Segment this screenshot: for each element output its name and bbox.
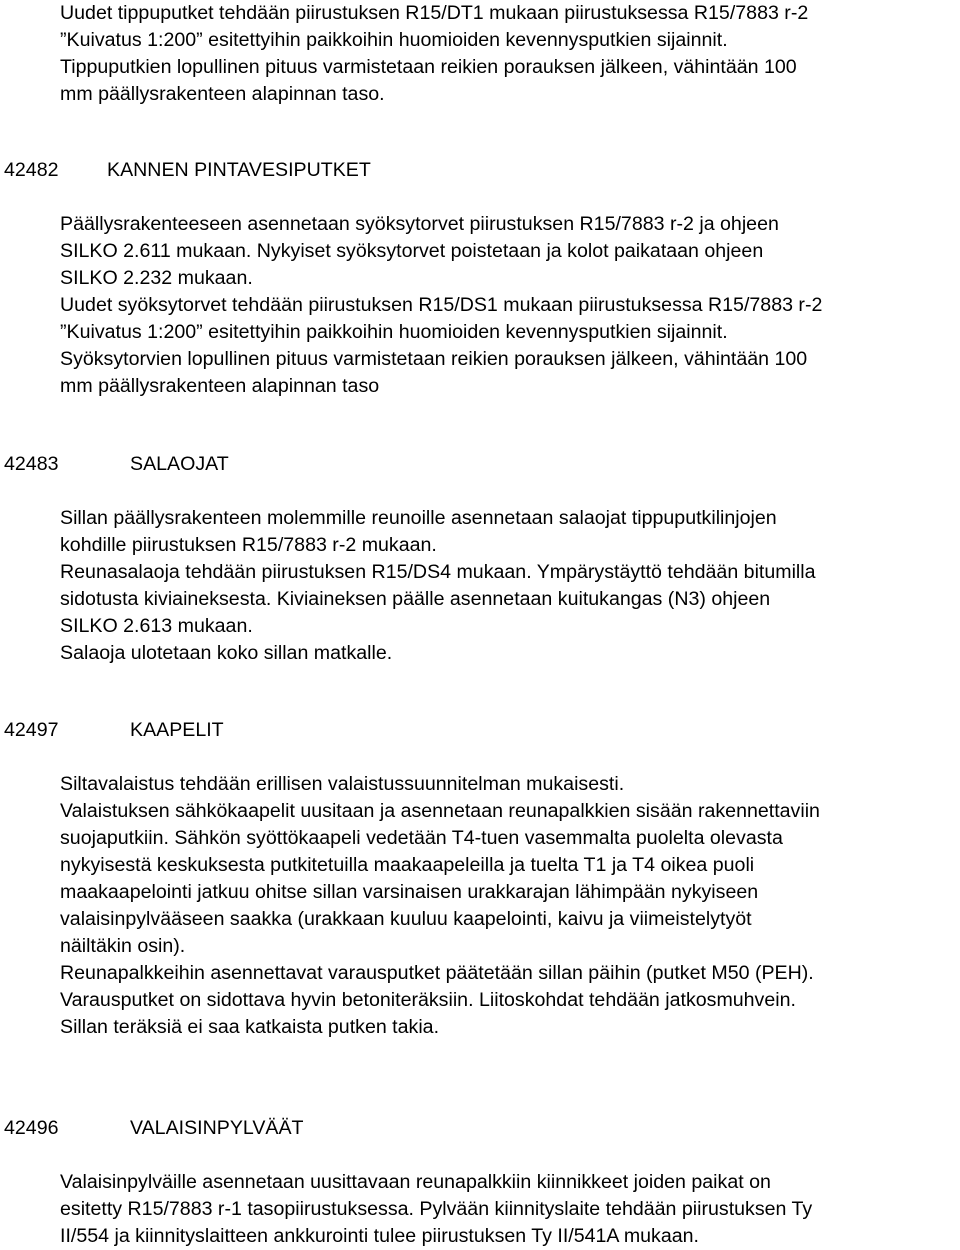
section-number: 42497 bbox=[4, 719, 59, 741]
body-line: Varausputket on sidottava hyvin betoniteräksiin. Liitoskohdat tehdään jatkosmuhvein. bbox=[60, 989, 796, 1011]
body-line: Sillan päällysrakenteen molemmille reunoille asennetaan salaojat tippuputkilinjojen bbox=[60, 507, 777, 529]
body-line: maakaapelointi jatkuu ohitse sillan varsinaisen urakkarajan lähimpään nykyiseen bbox=[60, 881, 759, 903]
body-line: suojaputkiin. Sähkön syöttökaapeli vedetään T4-tuen vasemmalta puolelta olevasta bbox=[60, 827, 783, 849]
body-line: Reunasalaoja tehdään piirustuksen R15/DS4 mukaan. Ympärystäyttö tehdään bitumilla bbox=[60, 561, 816, 583]
body-line: SILKO 2.613 mukaan. bbox=[60, 615, 253, 637]
body-line: Uudet syöksytorvet tehdään piirustuksen R15/DS1 mukaan piirustuksessa R15/7883 r-2 bbox=[60, 294, 823, 316]
body-line: esitetty R15/7883 r-1 tasopiirustuksessa. Pylvään kiinnityslaite tehdään piirustuksen Ty bbox=[60, 1198, 813, 1220]
section-number: 42483 bbox=[4, 453, 59, 475]
body-line: valaisinpylvääseen saakka (urakkaan kuuluu kaapelointi, kaivu ja viimeistelytyöt bbox=[60, 908, 752, 930]
body-line: Syöksytorvien lopullinen pituus varmistetaan reikien porauksen jälkeen, vähintään 100 bbox=[60, 348, 808, 370]
body-line: SILKO 2.611 mukaan. Nykyiset syöksytorvet poistetaan ja kolot paikataan ohjeen bbox=[60, 240, 764, 262]
section-title: SALAOJAT bbox=[130, 453, 229, 475]
section-body-42482 bbox=[60, 211, 960, 400]
body-line: Siltavalaistus tehdään erillisen valaistussuunnitelman mukaisesti. bbox=[60, 773, 625, 795]
section-body-42496 bbox=[60, 1169, 960, 1250]
section-title: KANNEN PINTAVESIPUTKET bbox=[107, 159, 371, 181]
body-line: Päällysrakenteeseen asennetaan syöksytorvet piirustuksen R15/7883 r-2 ja ohjeen bbox=[60, 213, 779, 235]
intro-paragraph bbox=[60, 0, 960, 108]
body-line: mm päällysrakenteen alapinnan taso bbox=[60, 375, 380, 397]
section-body-42497 bbox=[60, 771, 960, 1041]
body-line: näiltäkin osin). bbox=[60, 935, 186, 957]
section-heading-42483 bbox=[0, 451, 960, 478]
section-number: 42482 bbox=[4, 159, 59, 181]
section-title: VALAISINPYLVÄÄT bbox=[130, 1117, 304, 1139]
body-line: Reunapalkkeihin asennettavat varausputket päätetään sillan päihin (putket M50 (PEH). bbox=[60, 962, 814, 984]
body-line: kohdille piirustuksen R15/7883 r-2 mukaan. bbox=[60, 534, 437, 556]
section-number: 42496 bbox=[4, 1117, 59, 1139]
section-body-42483 bbox=[60, 505, 960, 667]
intro-line: mm päällysrakenteen alapinnan taso. bbox=[60, 83, 385, 105]
body-line: Valaistuksen sähkökaapelit uusitaan ja asennetaan reunapalkkien sisään rakennettaviin bbox=[60, 800, 820, 822]
body-line: ”Kuivatus 1:200” esitettyihin paikkoihin huomioiden kevennysputkien sijainnit. bbox=[60, 321, 728, 343]
body-line: nykyisestä keskuksesta putkitetuilla maakaapeleilla ja tuelta T1 ja T4 oikea puoli bbox=[60, 854, 755, 876]
section-heading-42482 bbox=[0, 157, 960, 184]
section-heading-42496 bbox=[0, 1115, 960, 1142]
section-heading-42497 bbox=[0, 717, 960, 744]
body-line: Salaoja ulotetaan koko sillan matkalle. bbox=[60, 642, 393, 664]
intro-line: Tippuputkien lopullinen pituus varmistetaan reikien porauksen jälkeen, vähintään 100 bbox=[60, 56, 797, 78]
intro-line: Uudet tippuputket tehdään piirustuksen R15/DT1 mukaan piirustuksessa R15/7883 r-2 bbox=[60, 2, 809, 24]
intro-line: ”Kuivatus 1:200” esitettyihin paikkoihin huomioiden kevennysputkien sijainnit. bbox=[60, 29, 728, 51]
body-line: sidotusta kiviaineksesta. Kiviaineksen päälle asennetaan kuitukangas (N3) ohjeen bbox=[60, 588, 771, 610]
body-line: Valaisinpylväille asennetaan uusittavaan reunapalkkiin kiinnikkeet joiden paikat on bbox=[60, 1171, 771, 1193]
body-line: Sillan teräksiä ei saa katkaista putken takia. bbox=[60, 1016, 440, 1038]
body-line: SILKO 2.232 mukaan. bbox=[60, 267, 253, 289]
section-title: KAAPELIT bbox=[130, 719, 224, 741]
body-line: II/554 ja kiinnityslaitteen ankkurointi tulee piirustuksen Ty II/541A mukaan. bbox=[60, 1225, 699, 1247]
